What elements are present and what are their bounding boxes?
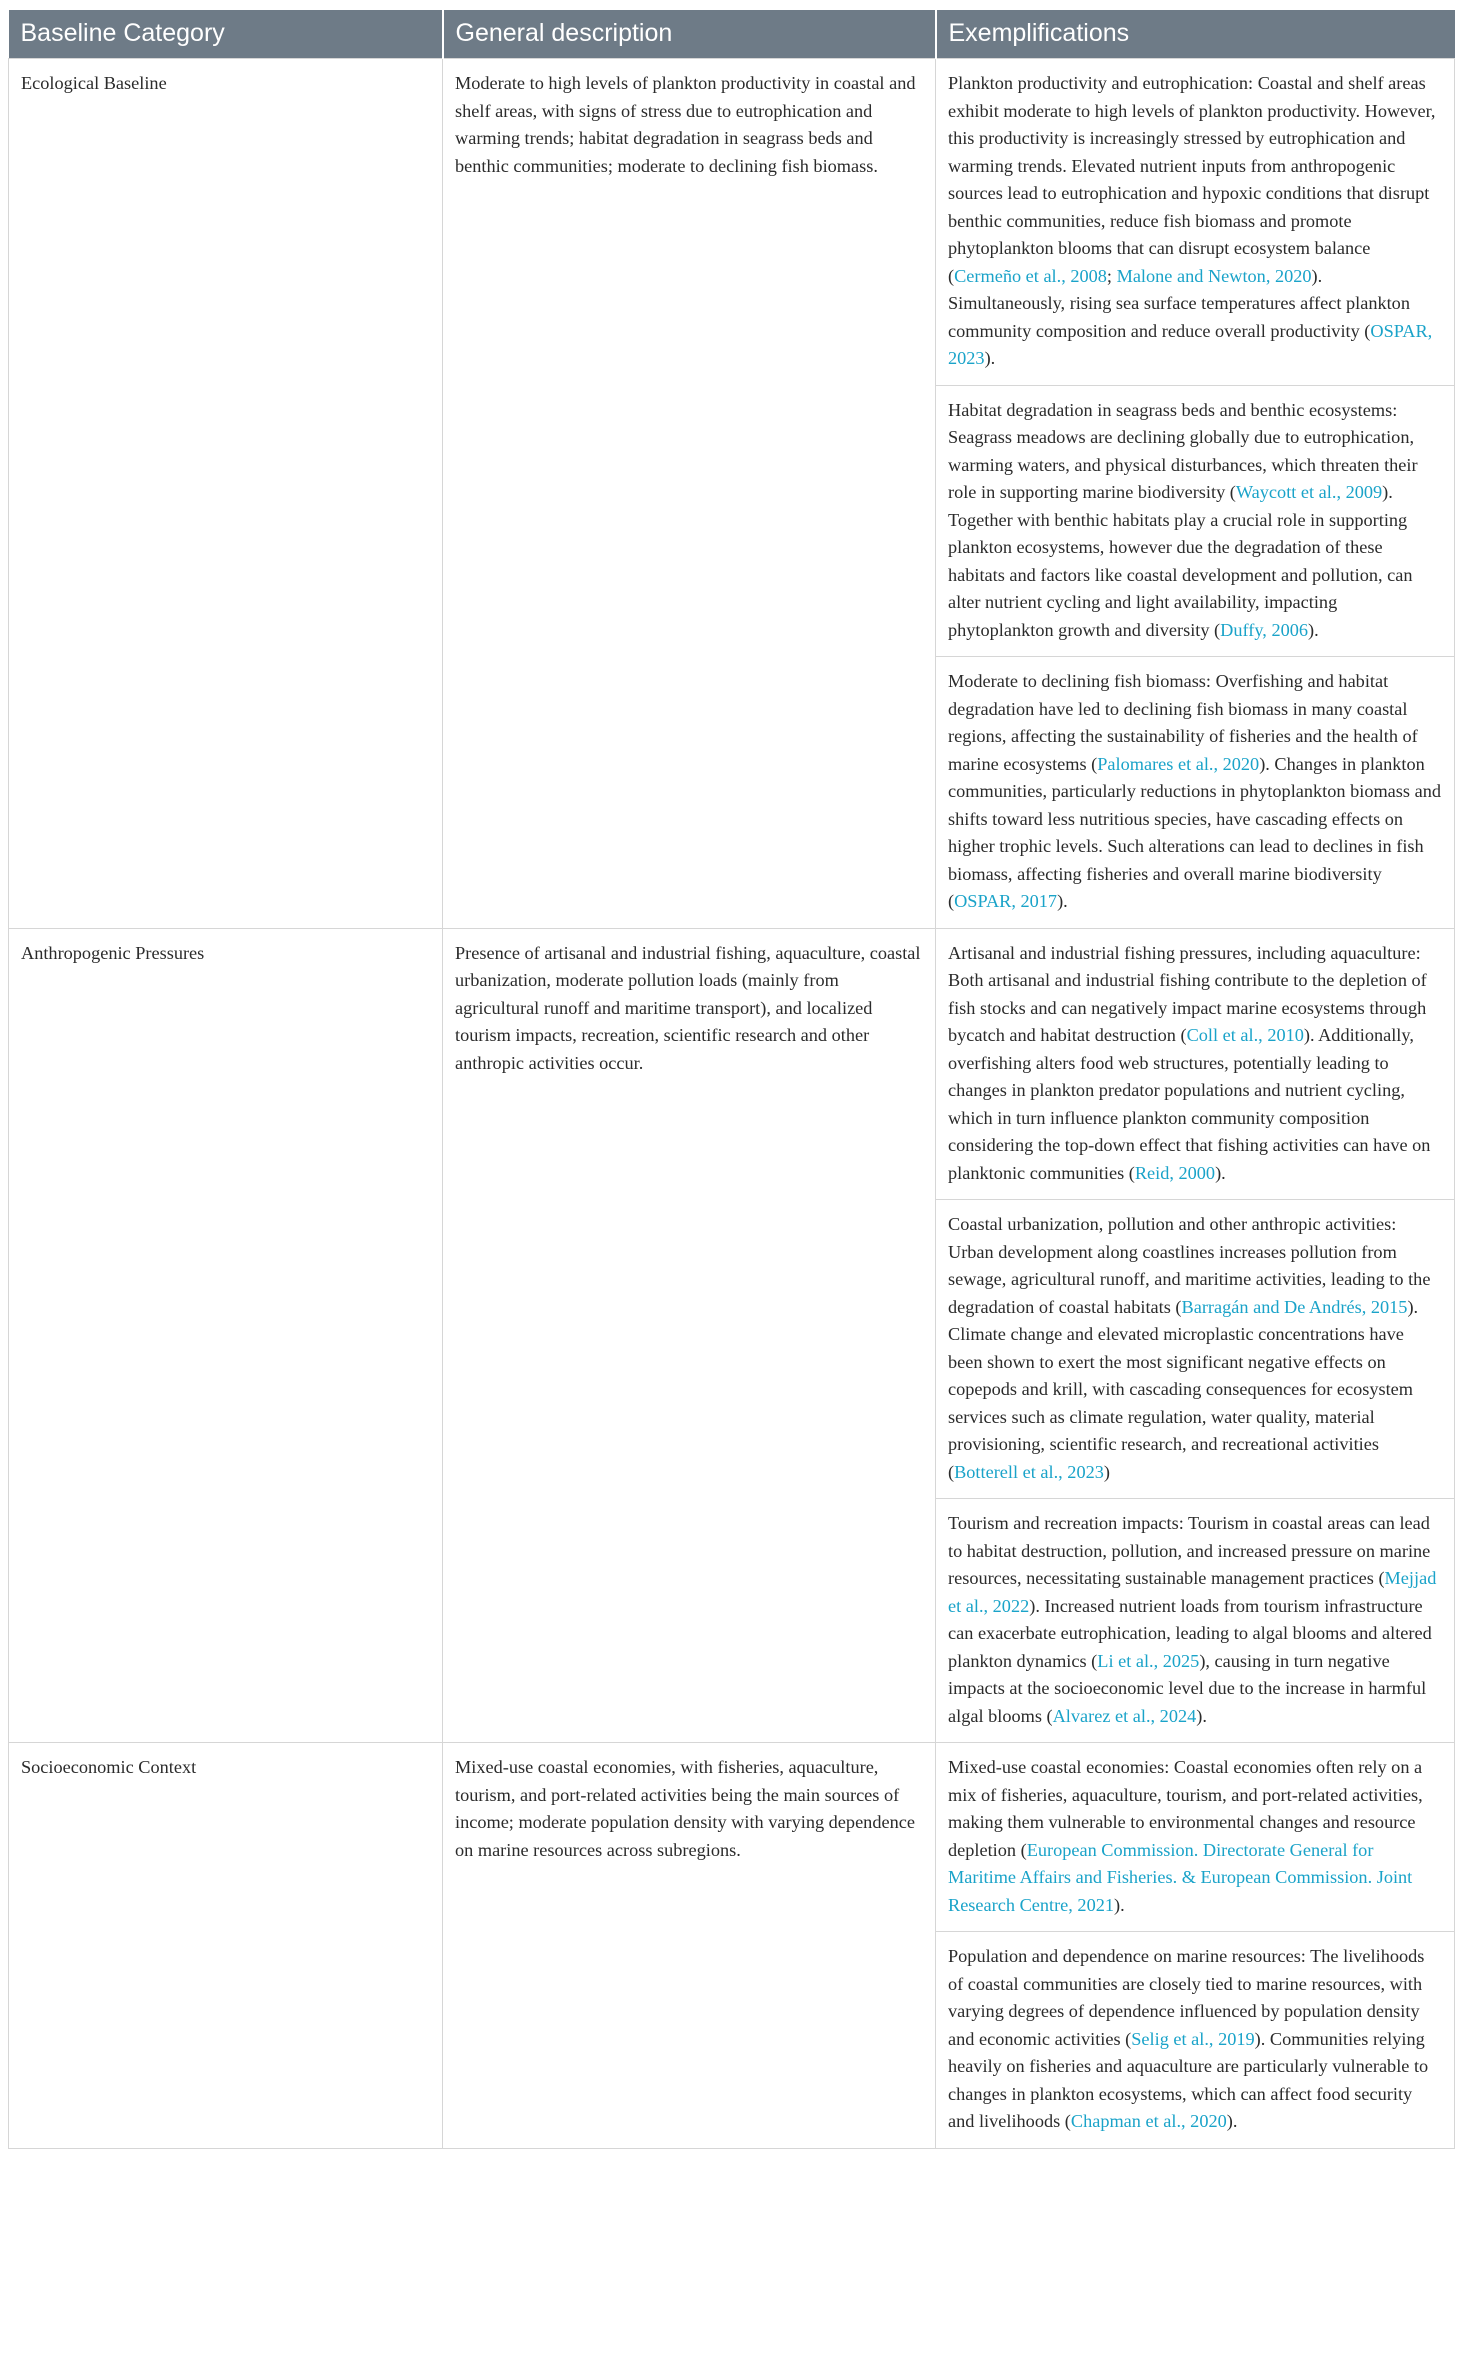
citation-link[interactable]: Li et al., 2025 xyxy=(1097,1650,1200,1671)
exemplification-text: ). xyxy=(1057,891,1068,911)
citation-link[interactable]: Palomares et al., 2020 xyxy=(1097,753,1260,774)
exemplification-text: ). Increased nutrient loads from tourism infrastructure can exacerbate eutrophication, leading to algal blooms and altered plankton dynamics ( xyxy=(948,1595,1432,1671)
header-row xyxy=(9,10,1455,59)
exemplification-cell xyxy=(936,59,1455,386)
general-description-cell: Presence of artisanal and industrial fishing, aquaculture, coastal urbanization, moderate pollution loads (mainly from agricultural runoff and maritime transport), and localized tourism impacts, recreation, scientific research and other anthropic activities occur. xyxy=(443,928,936,1743)
exemplification-text: Coastal urbanization, pollution and other anthropic activities: Urban development along coastlines increases pollution from sewage, agricultural runoff, and maritime activities, leading to the degradation of coastal habitats ( xyxy=(948,1214,1431,1317)
citation-link[interactable]: Coll et al., 2010 xyxy=(1186,1025,1304,1045)
exemplification-text: ). xyxy=(1215,1162,1226,1183)
general-description-cell: Mixed-use coastal economies, with fisheries, aquaculture, tourism, and port-related activities being the main sources of income; moderate population density with varying dependence on marine resources across subregions. xyxy=(443,1743,936,2149)
exemplification-text: ; xyxy=(1106,265,1117,286)
exemplification-cell xyxy=(936,1499,1455,1743)
baseline-category-cell: Ecological Baseline xyxy=(9,59,443,929)
column-header-general-description: General description xyxy=(443,10,936,59)
baseline-table xyxy=(8,10,1455,2149)
exemplification-text: ). Changes in plankton communities, particularly reductions in phytoplankton biomass and shifts toward less nutritious species, have cascading effects on higher trophic levels. Such alterations can lead to declines in fish biomass, affecting fisheries and overall marine biodiversity ( xyxy=(948,753,1441,911)
exemplification-text: ). Simultaneously, rising sea surface temperatures affect plankton community composition and reduce overall productivity ( xyxy=(948,265,1410,341)
table-header xyxy=(9,10,1455,59)
citation-link[interactable]: Botterell et al., 2023 xyxy=(954,1461,1104,1482)
exemplification-text: ). xyxy=(1308,619,1319,640)
citation-link[interactable]: Cermeño et al., 2008 xyxy=(954,265,1107,286)
citation-link[interactable]: Duffy, 2006 xyxy=(1220,619,1309,640)
baseline-category-cell: Socioeconomic Context xyxy=(9,1743,443,2149)
citation-link[interactable]: OSPAR, 2023 xyxy=(948,320,1433,368)
exemplification-text: ). Additionally, overfishing alters food web structures, potentially leading to changes in plankton predator populations and nutrient cycling, which in turn influence plankton community composition considering the top-down effect that fishing activities can have on planktonic communities ( xyxy=(948,1025,1431,1183)
exemplification-text: ). xyxy=(984,348,996,368)
exemplification-cell xyxy=(936,1743,1455,1932)
column-header-exemplifications: Exemplifications xyxy=(936,10,1455,59)
exemplification-text: Artisanal and industrial fishing pressures, including aquaculture: Both artisanal and industrial fishing contribute to the depletion of fish stocks and can negatively impact marine ecosystems through bycatch and habitat destruction ( xyxy=(948,942,1427,1045)
exemplification-cell xyxy=(936,928,1455,1200)
exemplification-text: Moderate to declining fish biomass: Overfishing and habitat degradation have led to declining fish biomass in many coastal regions, affecting the sustainability of fisheries and the health of marine ecosystems ( xyxy=(948,671,1418,774)
exemplification-cell xyxy=(936,1200,1455,1499)
citation-link[interactable]: Chapman et al., 2020 xyxy=(1070,2111,1227,2131)
exemplification-cell xyxy=(936,385,1455,657)
citation-link[interactable]: Selig et al., 2019 xyxy=(1131,2028,1255,2049)
exemplification-text: ). Climate change and elevated microplastic concentrations have been shown to exert the most significant negative effects on copepods and krill, with cascading consequences for ecosystem services such as climate regulation, water quality, material provisioning, scientific research, and recreational activities ( xyxy=(948,1296,1419,1482)
citation-link[interactable]: Alvarez et al., 2024 xyxy=(1052,1705,1197,1726)
citation-link[interactable]: Barragán and De Andrés, 2015 xyxy=(1181,1296,1408,1317)
exemplification-text: Habitat degradation in seagrass beds and benthic ecosystems: Seagrass meadows are declining globally due to eutrophication, warming waters, and physical disturbances, which threaten their role in supporting marine biodiversity ( xyxy=(948,399,1418,502)
table-row xyxy=(9,1743,1455,1932)
exemplification-text: ). Communities relying heavily on fisheries and aquaculture are particularly vulnerable to changes in plankton ecosystems, which can affect food security and livelihoods ( xyxy=(948,2028,1429,2131)
table-body xyxy=(9,59,1455,2149)
table-row xyxy=(9,928,1455,1200)
exemplification-text: ). xyxy=(1114,1894,1125,1915)
exemplification-text: ). xyxy=(1226,2111,1238,2131)
citation-link[interactable]: Waycott et al., 2009 xyxy=(1235,482,1383,502)
exemplification-text: Plankton productivity and eutrophication: Coastal and shelf areas exhibit moderate to high levels of plankton productivity. However, this productivity is increasingly stressed by eutrophication and warming trends. Elevated nutrient inputs from anthropogenic sources lead to eutrophication and hypoxic conditions that disrupt benthic communities, reduce fish biomass and promote phytoplankton blooms that can disrupt ecosystem balance ( xyxy=(948,73,1436,286)
table-row xyxy=(9,59,1455,386)
exemplification-cell xyxy=(936,657,1455,929)
citation-link[interactable]: Malone and Newton, 2020 xyxy=(1116,265,1312,286)
citation-link[interactable]: OSPAR, 2017 xyxy=(954,891,1058,911)
baseline-category-cell: Anthropogenic Pressures xyxy=(9,928,443,1743)
exemplification-text: Tourism and recreation impacts: Tourism in coastal areas can lead to habitat destruction, pollution, and increased pressure on marine resources, necessitating sustainable management practices ( xyxy=(948,1513,1431,1588)
citation-link[interactable]: Reid, 2000 xyxy=(1134,1162,1216,1183)
exemplification-text: Population and dependence on marine resources: The livelihoods of coastal communities are closely tied to marine resources, with varying degrees of dependence influenced by population density and economic activities ( xyxy=(948,1946,1425,2049)
exemplification-cell xyxy=(936,1932,1455,2149)
column-header-baseline-category: Baseline Category xyxy=(9,10,443,59)
citation-link[interactable]: European Commission. Directorate General for Maritime Affairs and Fisheries. & European Commission. Joint Research Centre, 2021 xyxy=(948,1839,1413,1915)
exemplification-text: ). xyxy=(1196,1705,1207,1726)
citation-link[interactable]: Mejjad et al., 2022 xyxy=(948,1568,1437,1616)
exemplification-text: ) xyxy=(1103,1461,1110,1482)
exemplification-text: ), causing in turn negative impacts at the socioeconomic level due to the increase in harmful algal blooms ( xyxy=(948,1650,1427,1726)
exemplification-text: ). Together with benthic habitats play a crucial role in supporting plankton ecosystems, however due the degradation of these habitats and factors like coastal development and pollution, can alter nutrient cycling and light availability, impacting phytoplankton growth and diversity ( xyxy=(948,482,1413,640)
exemplification-text: Mixed-use coastal economies: Coastal economies often rely on a mix of fisheries, aquaculture, tourism, and port-related activities, making them vulnerable to environmental changes and resource depletion ( xyxy=(948,1757,1423,1860)
general-description-cell: Moderate to high levels of plankton productivity in coastal and shelf areas, with signs of stress due to eutrophication and warming trends; habitat degradation in seagrass beds and benthic communities; moderate to declining fish biomass. xyxy=(443,59,936,929)
